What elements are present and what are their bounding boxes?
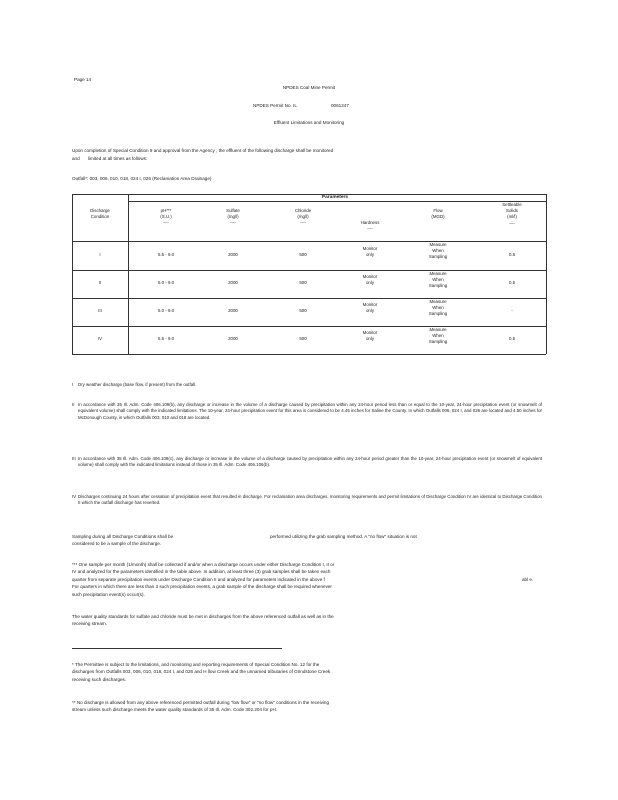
condition-4-number: IV [72, 494, 77, 499]
row-2-hardness: Monitor only [362, 274, 378, 286]
sampling-note-a: Sampling during all Discharge Conditions shall be [72, 534, 174, 539]
sampling-note-c: considered to be a sample of the discharge. [72, 541, 162, 546]
condition-3-text: In accordance with 35 Ill. Adm. Code 406.109(c), any discharge or increase in the volume of a discharge caused by precipitation within any 24-hour period greater than the 10-year, 24-hour precipitation event (or snowmelt of equivalent volume) shall comply with the indicated limitations instead of those in 35 Ill. Adm. Code 406.106(b). [78, 456, 542, 468]
row-3-ph: 6.0 - 9.0 [157, 308, 175, 313]
row-1-solids: 0.5 [508, 252, 516, 257]
row-4-sulfate: 2000 [228, 336, 238, 341]
row-1-condition: I [99, 252, 101, 257]
col-header-ph: pH*** (S.U.) ---- [160, 208, 172, 226]
row-3-solids: - [511, 308, 513, 313]
row-2-chloride: 500 [299, 280, 307, 285]
row-4-solids: 0.5 [508, 336, 516, 341]
row-3-flow: Measure When Sampling [428, 299, 448, 317]
outfall-label: Outfall*: 003, 006, 010, 018, 024 I, 026 (Reclamation Area Drainage) [72, 176, 212, 181]
row-4-ph: 6.5 - 9.0 [157, 336, 175, 341]
row-4-hardness: Monitor only [362, 330, 378, 342]
condition-3 [72, 456, 542, 480]
col-header-solids: Settleable Solids (ml/l) ---- [502, 202, 522, 226]
sampling-note-b: performed utilizing the grab sampling method. A "no flow" situation is not [270, 534, 417, 539]
intro-and: and [72, 156, 80, 161]
row-2-condition: II [98, 280, 102, 285]
permit-label: NPDES Permit No. IL [253, 103, 297, 108]
row-2-solids: 0.5 [508, 280, 516, 285]
row-2-ph: 6.0 - 9.0 [157, 280, 175, 285]
condition-3-number: III [72, 456, 76, 461]
row-3-sulfate: 2000 [228, 308, 238, 313]
page-number: Page 14 [74, 77, 92, 82]
condition-1-number: I [72, 382, 74, 387]
condition-4 [72, 494, 542, 518]
row-2-sulfate: 2000 [228, 280, 238, 285]
row-1-chloride: 500 [299, 252, 307, 257]
row-1-hardness: Monitor only [362, 246, 378, 258]
condition-2-number: II [72, 402, 75, 407]
intro-line-1: Upon completion of Special Condition 9 and approval from the Agency , the effluent of the following discharge shall be monitored [72, 148, 334, 153]
intro-line-2: limited at all times as follows: [88, 156, 148, 161]
section-title: Effluent Limitations and Monitoring [273, 120, 345, 125]
row-4-chloride: 500 [299, 336, 307, 341]
row-1-flow: Measure When Sampling [428, 242, 448, 260]
condition-2-text: In accordance with 35 Ill. Adm. Code 406.109(b), any discharge or increase in the volume of a discharge caused by precipitation within any 24-hour period less than or equal to the 10-year, 24-hour precipitation event (or snowmelt of equivalent volume) shall comply with the indicated limitations. The 10-year, 24-hour precipitation event for this area is considered to be 4.45 inches for Saline the County. In which Outfalls 006, 024 I, and 026 are located and 4.50 inches for McDonough County, in which Outfalls 003, 010 and 018 are located. [78, 402, 542, 420]
col-header-hardness: Hardness ---- [360, 220, 380, 232]
col-header-sulfate: Sulfate (mg/l) ---- [226, 208, 240, 226]
condition-1 [72, 382, 542, 390]
row-1-ph: 6.5 - 9.0 [157, 252, 175, 257]
row-4-flow: Measure When Sampling [428, 327, 448, 345]
condition-1-text: Dry weather discharge (base flow, if present) from the outfall. [78, 382, 197, 387]
row-1-sulfate: 2000 [228, 252, 238, 257]
permit-number: 0061247 [331, 103, 349, 108]
col-header-flow: Flow (MGD) [431, 208, 445, 220]
condition-2 [72, 402, 542, 442]
condition-4-text: Discharges continuing 24 hours after cessation of precipitation event that resulted in discharge. For reclamation area discharges, monitoring requirements and permit limitations of Discharge Condition IV are identical to Discharge Condition II which the outfall discharge has reverted. [78, 494, 542, 506]
row-3-condition: III [98, 308, 102, 313]
row-3-chloride: 500 [299, 308, 307, 313]
doc-title: NPDES Coal Mine Permit [282, 85, 336, 90]
row-4-condition: IV [97, 336, 103, 341]
col-header-chloride: Chloride (mg/l) ---- [294, 208, 312, 226]
footnote-divider [72, 648, 282, 649]
row-3-hardness: Monitor only [362, 302, 378, 314]
row-2-flow: Measure When Sampling [428, 271, 448, 289]
col-header-condition: Discharge Condition [90, 208, 110, 220]
parameters-label: Parameters [321, 195, 349, 200]
